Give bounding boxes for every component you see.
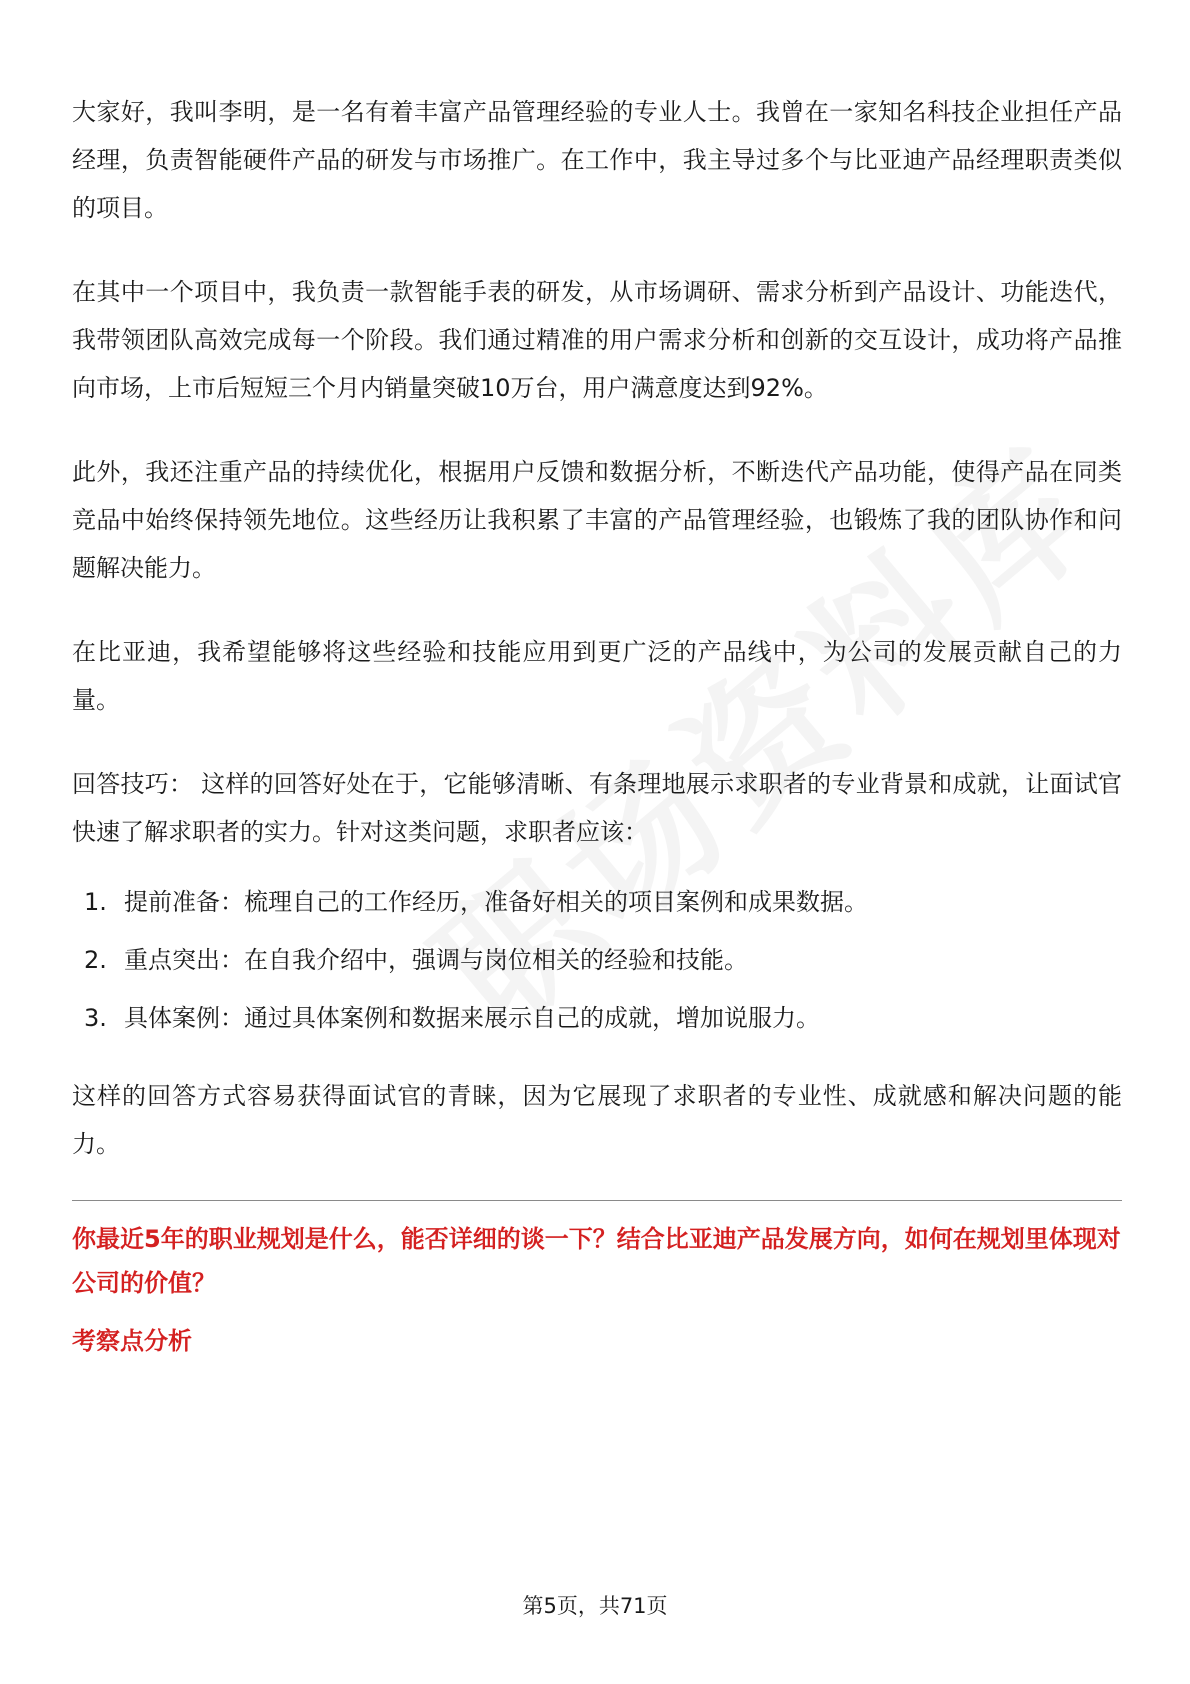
paragraph-answer-tips: 回答技巧： 这样的回答好处在于，它能够清晰、有条理地展示求职者的专业背景和成就，让面试官快速了解求职者的实力。针对这类问题，求职者应该： xyxy=(72,770,1122,846)
paragraph-goal: 在比亚迪，我希望能够将这些经验和技能应用到更广泛的产品线中，为公司的发展贡献自己的力量。 xyxy=(72,638,1122,714)
tips-list xyxy=(72,878,1122,1042)
page-number: 第5页，共71页 xyxy=(522,1594,668,1618)
list-item-number: 2. xyxy=(84,946,107,974)
paragraph-project: 在其中一个项目中，我负责一款智能手表的研发，从市场调研、需求分析到产品设计、功能迭代，我带领团队高效完成每一个阶段。我们通过精准的用户需求分析和创新的交互设计，成功将产品推向市场，上市后短短三个月内销量突破10万台，用户满意度达到92%。 xyxy=(72,278,1122,402)
list-item-text: 重点突出：在自我介绍中，强调与岗位相关的经验和技能。 xyxy=(124,946,748,974)
list-item-text: 具体案例：通过具体案例和数据来展示自己的成就，增加说服力。 xyxy=(124,1004,820,1032)
interview-question: 你最近5年的职业规划是什么，能否详细的谈一下？结合比亚迪产品发展方向，如何在规划里体现对公司的价值？ xyxy=(72,1225,1121,1297)
list-item xyxy=(84,878,1122,926)
section-title: 考察点分析 xyxy=(72,1327,192,1355)
paragraph-closing: 这样的回答方式容易获得面试官的青睐，因为它展现了求职者的专业性、成就感和解决问题的能力。 xyxy=(72,1082,1122,1158)
paragraph-optimization: 此外，我还注重产品的持续优化，根据用户反馈和数据分析，不断迭代产品功能，使得产品在同类竞品中始终保持领先地位。这些经历让我积累了丰富的产品管理经验，也锻炼了我的团队协作和问题解决能力。 xyxy=(72,458,1122,582)
list-item-text: 提前准备：梳理自己的工作经历，准备好相关的项目案例和成果数据。 xyxy=(124,888,868,916)
section-divider xyxy=(72,1200,1122,1201)
list-item xyxy=(84,936,1122,984)
paragraph-intro: 大家好，我叫李明，是一名有着丰富产品管理经验的专业人士。我曾在一家知名科技企业担任产品经理，负责智能硬件产品的研发与市场推广。在工作中，我主导过多个与比亚迪产品经理职责类似的项目。 xyxy=(72,98,1122,222)
list-item-number: 3. xyxy=(84,1004,107,1032)
list-item xyxy=(84,994,1122,1042)
list-item-number: 1. xyxy=(84,888,107,916)
page-content xyxy=(72,88,1122,1363)
